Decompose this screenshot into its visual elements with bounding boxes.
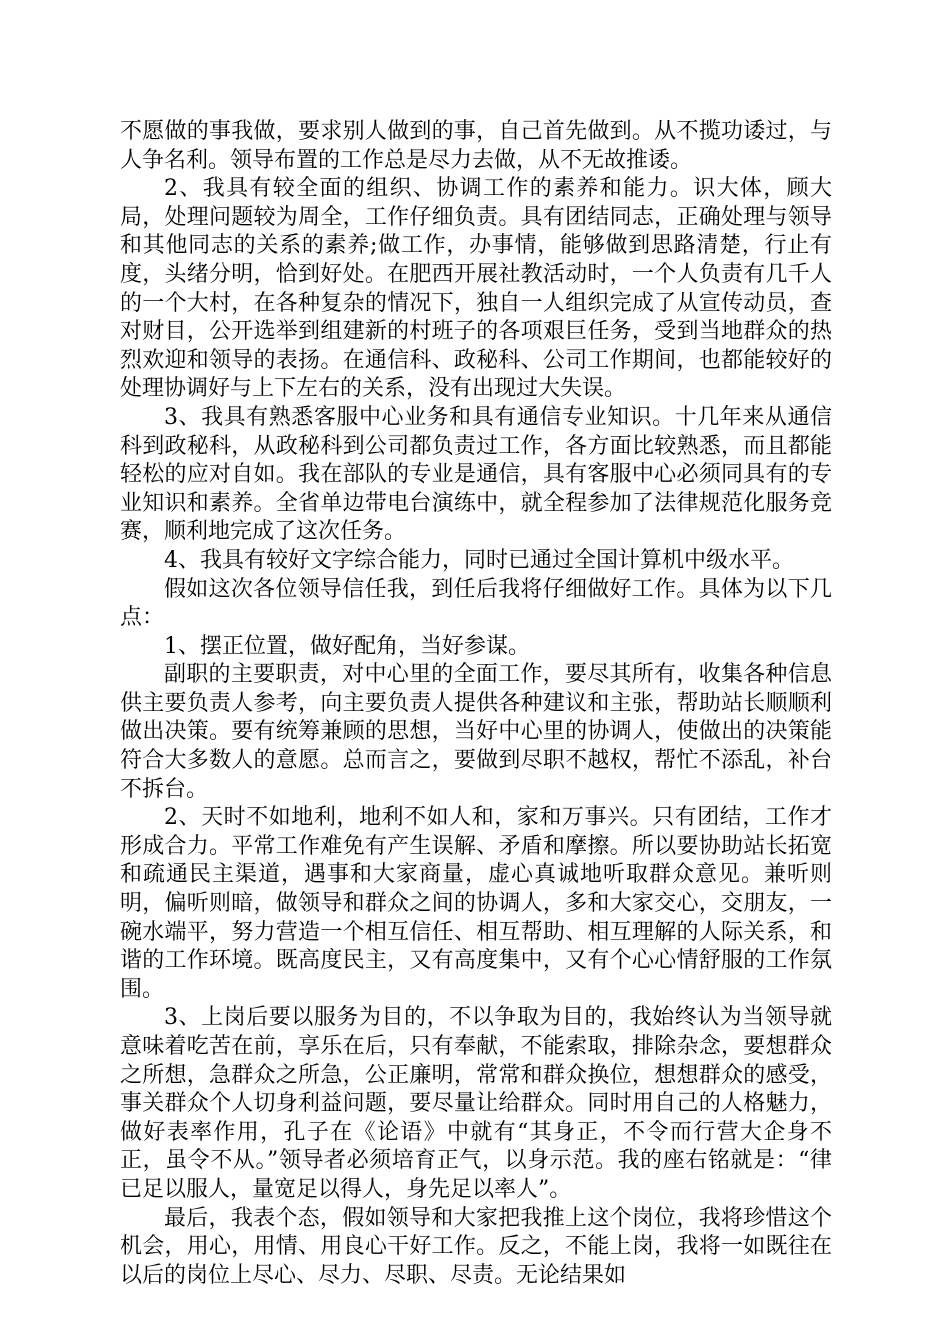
paragraph-point-2-coordination: 2、我具有较全面的组织、协调工作的素养和能力。识大体，顾大局，处理问题较为周全，工作仔细负责。具有团结同志，正确处理与领导和其他同志的关系的素养;做工作，办事情，能够做到思路清楚，行止有度，头绪分明，恰到好处。在肥西开展社教活动时，一个人负责有几千人的一个大村，在各种复杂的情况下，独自一人组织完成了从宣传动员，查对财目，公开选举到组建新的村班子的各项艰巨任务，受到当地群众的热烈欢迎和领导的表扬。在通信科、政秘科、公司工作期间，也都能较好的处理协调好与上下左右的关系，没有出现过大失误。 — [120, 176, 832, 402]
document-body — [120, 118, 832, 1290]
paragraph-plan-3: 3、上岗后要以服务为目的，不以争取为目的，我始终认为当领导就意味着吃苦在前，享乐在后，只有奉献，不能索取，排除杂念，要想群众之所想，急群众之所急，公正廉明，常常和群众换位，想想群众的感受，事关群众个人切身利益问题，要尽量让给群众。同时用自己的人格魅力，做好表率作用，孔子在《论语》中就有“其身正，不令而行营大企身不正，虽令不从。”领导者必须培育正气，以身示范。我的座右铭就是：“律已足以服人，量宽足以得人，身先足以率人”。 — [120, 1005, 832, 1202]
paragraph-point-4-writing: 4、我具有较好文字综合能力，同时已通过全国计算机中级水平。 — [164, 547, 794, 573]
paragraph-plan-2: 2、天时不如地利，地利不如人和，家和万事兴。只有团结，工作才形成合力。平常工作难免有产生误解、矛盾和摩擦。所以要协助站长拓宽和疏通民主渠道，遇事和大家商量，虚心真诚地听取群众意见。兼听则明，偏听则暗，做领导和群众之间的协调人，多和大家交心，交朋友，一碗水端平，努力营造一个相互信任、相互帮助、相互理解的人际关系，和谐的工作环境。既高度民主，又有高度集中，又有个心心情舒服的工作氛围。 — [120, 805, 832, 1002]
paragraph-plan-1-heading: 1、摆正位置，做好配角，当好参谋。 — [164, 633, 530, 659]
paragraph-closing: 最后，我表个态，假如领导和大家把我推上这个岗位，我将珍惜这个机会，用心，用情、用良心干好工作。反之，不能上岗，我将一如既往在以后的岗位上尽心、尽力、尽职、尽责。无论结果如 — [120, 1205, 832, 1288]
paragraph-plan-1-body: 副职的主要职责，对中心里的全面工作，要尽其所有，收集各种信息供主要负责人参考，向主要负责人提供各种建议和主张，帮助站长顺顺利做出决策。要有统筹兼顾的思想，当好中心里的协调人，使做出的决策能符合大多数人的意愿。总而言之，要做到尽职不越权，帮忙不添乱，补台不拆台。 — [120, 662, 832, 802]
paragraph-continued: 不愿做的事我做，要求别人做到的事，自己首先做到。从不揽功诿过，与人争名利。领导布置的工作总是尽力去做，从不无故推诿。 — [120, 119, 832, 173]
paragraph-plan-intro: 假如这次各位领导信任我，到任后我将仔细做好工作。具体为以下几点： — [120, 576, 832, 631]
paragraph-point-3-expertise: 3、我具有熟悉客服中心业务和具有通信专业知识。十几年来从通信科到政秘科，从政秘科到公司都负责过工作，各方面比较熟悉，而且都能轻松的应对自如。我在部队的专业是通信，具有客服中心必须同具有的专业知识和素养。全省单边带电台演练中，就全程参加了法律规范化服务竞赛，顺利地完成了这次任务。 — [120, 404, 832, 545]
